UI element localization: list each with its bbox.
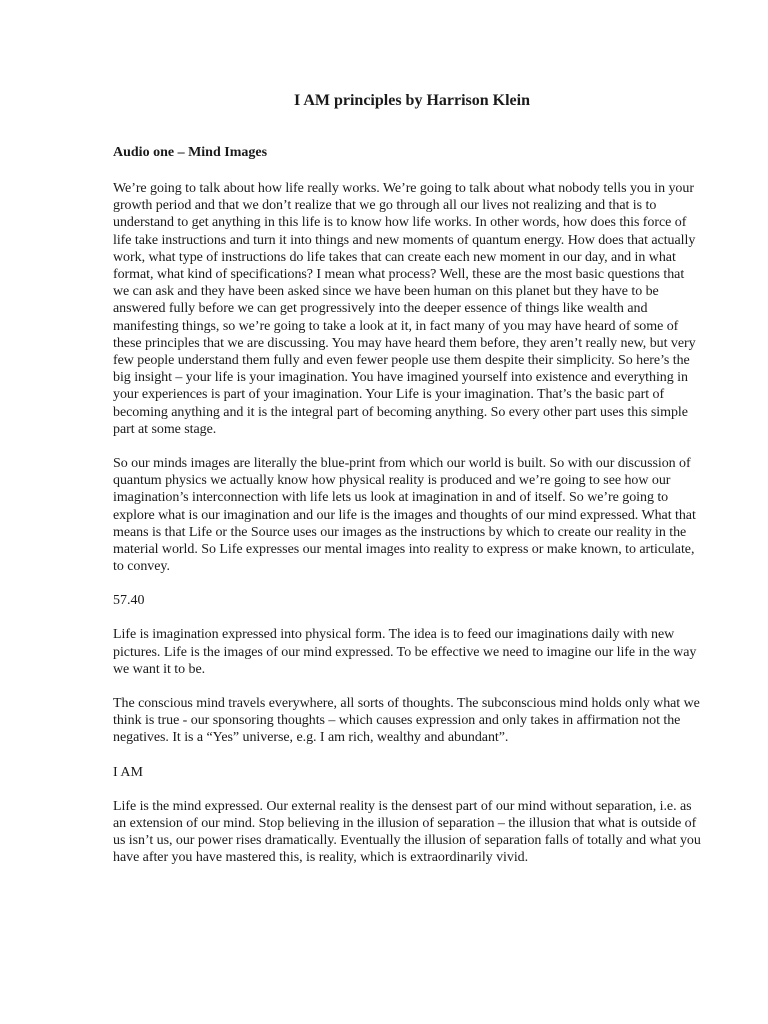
paragraph-1: We’re going to talk about how life really works. We’re going to talk about what nobody tells you in your growth period and that we don’t realize that we go through all our lives not realizing and that is to understand to get anything in this life is to know how life works. In other words, how does this force of life take instructions and turn it into things and new moments of quantum energy. How does that actually work, what type of instructions do life takes that can create each new moment in our day, and in what format, what kind of specifications? I mean what process? Well, these are the most basic questions that we can ask and they have been asked since we have been human on this planet but they have to be answered fully before we can get progressively into the deeper essence of things like wealth and manifesting things, so we’re going to take a look at it, in fact many of you may have heard of some of these principles that we are discussing. You may have heard them before, they aren’t really new, but very few people understand them fully and even fewer people use them despite their simplicity. So here’s the big insight – your life is your imagination. You have imagined yourself into existence and everything in your experiences is part of your imagination. Your Life is your imagination. That’s the basic part of becoming anything and it is the integral part of becoming anything. So every other part uses this simple part at some stage. — [113, 181, 696, 437]
paragraph-3: Life is imagination expressed into physical form. The idea is to feed our imaginations daily with new pictures. Life is the images of our mind expressed. To be effective we need to imagine our life in the way we want it to be. — [113, 627, 697, 677]
document-body — [113, 91, 703, 884]
section-heading: Audio one – Mind Images — [113, 145, 268, 160]
paragraph-2: So our minds images are literally the blue-print from which our world is built. So with our discussion of quantum physics we actually know how physical reality is produced and we’re going to see how our imagination’s interconnection with life lets us look at imagination in and of itself. So we’re going to explore what is our imagination and our life is the images and thoughts of our mind expressed. What that means is that Life or the Source uses our images as the instructions by which to create our reality in the material world. So Life expresses our mental images into reality to express or make known, to articulate, to convey. — [113, 456, 696, 575]
document-title: I AM principles by Harrison Klein — [293, 92, 530, 109]
timestamp-marker: 57.40 — [113, 593, 145, 609]
paragraph-4: The conscious mind travels everywhere, all sorts of thoughts. The subconscious mind holds only what we think is true - our sponsoring thoughts – which causes expression and only takes in affirmation not the negatives. It is a “Yes” universe, e.g. I am rich, wealthy and abundant”. — [113, 696, 700, 746]
paragraph-5: Life is the mind expressed. Our external reality is the densest part of our mind without separation, i.e. as an extension of our mind. Stop believing in the illusion of separation – the illusion that what is outside of us isn’t us, our power rises dramatically. Eventually the illusion of separation falls of totally and what you have after you have mastered this, is reality, which is extraordinarily vivid. — [113, 798, 701, 866]
i-am-marker: I AM — [113, 764, 143, 780]
